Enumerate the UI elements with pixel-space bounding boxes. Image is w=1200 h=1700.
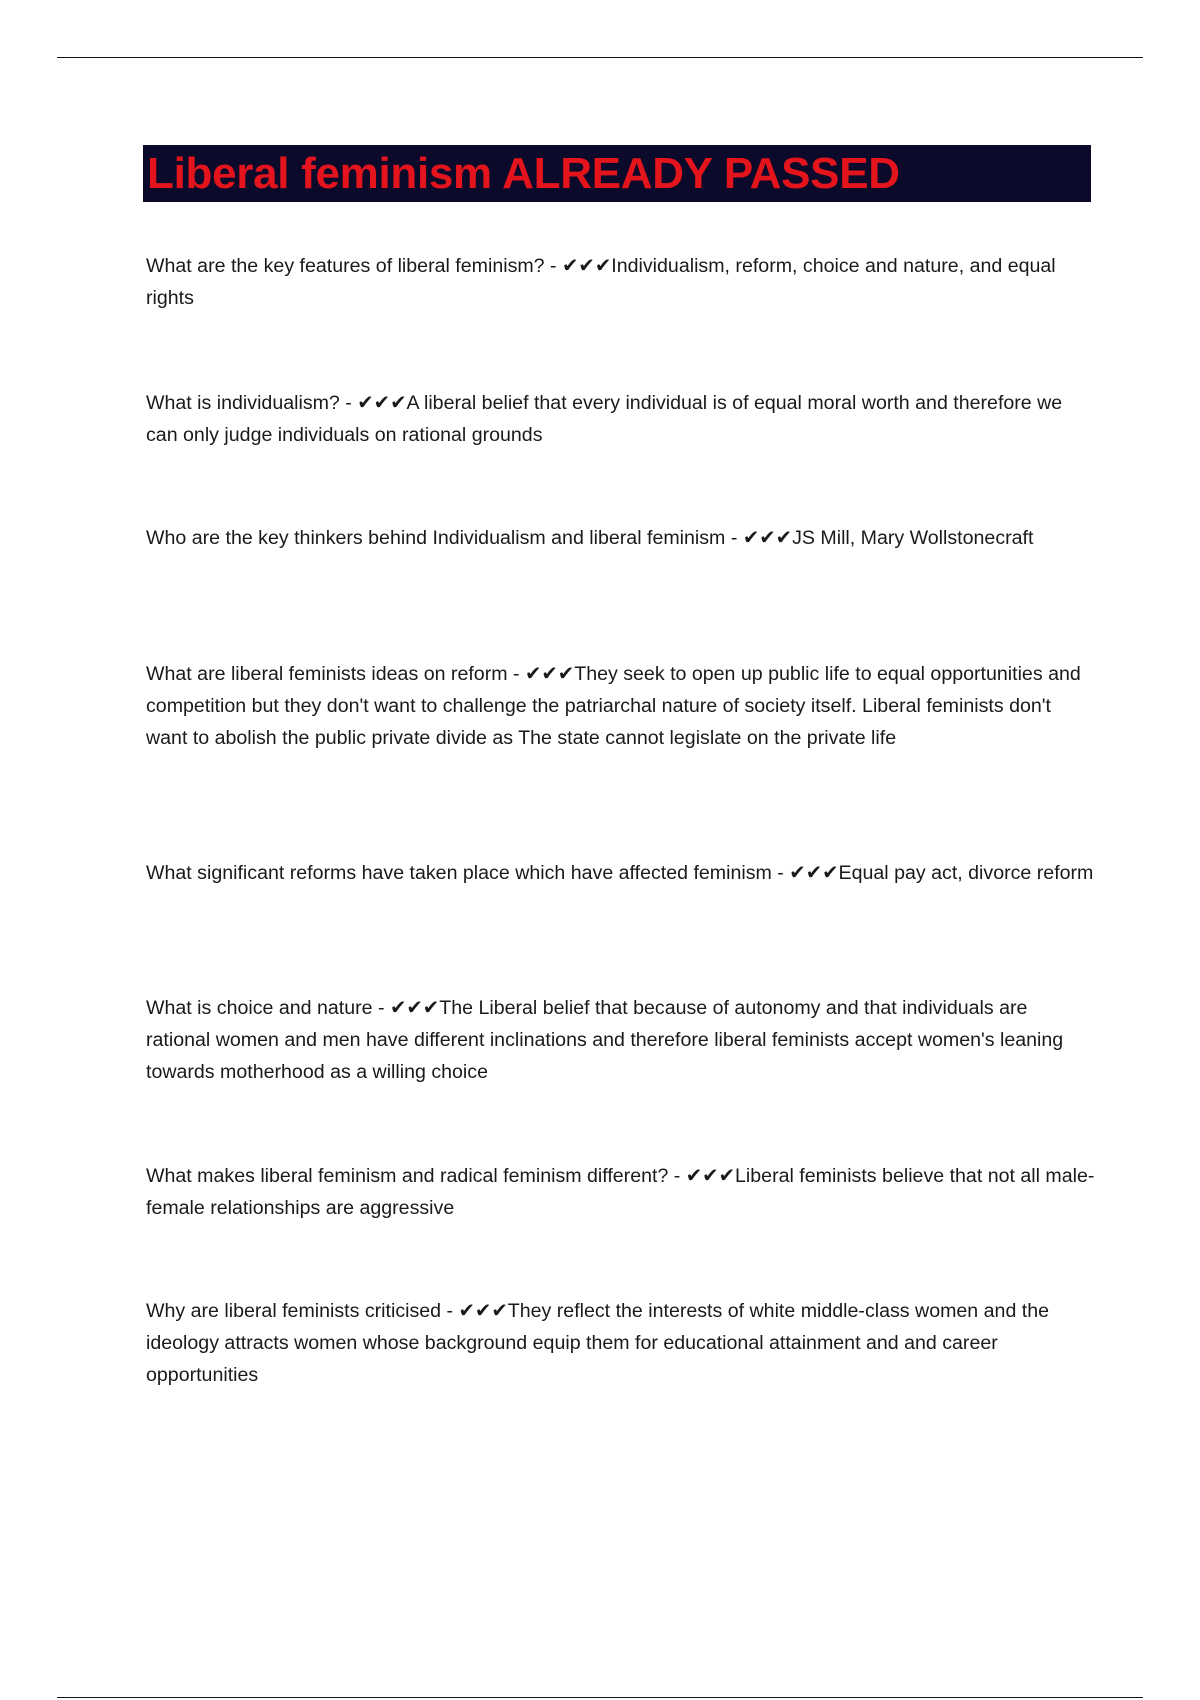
question-text: What makes liberal feminism and radical feminism different? [146,1165,669,1187]
check-marks-icon: ✔✔✔ [685,1165,736,1187]
top-rule [57,57,1143,58]
page-title: Liberal feminism ALREADY PASSED [147,148,900,198]
answer-text: JS Mill, Mary Wollstonecraft [792,527,1034,549]
qa-item-5 [146,857,1096,889]
qa-item-6 [146,992,1096,1088]
check-marks-icon: ✔✔✔ [524,663,575,685]
check-marks-icon: ✔✔✔ [357,392,407,414]
qa-item-1 [146,250,1096,314]
qa-item-3 [146,522,1096,554]
answer-text: Liberal feminists believe that not all male-female relationships are aggressive [146,1165,1095,1219]
question-text: Why are liberal feminists criticised [146,1300,442,1322]
qa-item-4 [146,658,1096,754]
check-marks-icon: ✔✔✔ [458,1300,508,1322]
question-text: What is individualism? [146,392,340,414]
separator: - [339,392,358,414]
check-marks-icon: ✔✔✔ [742,527,793,549]
check-marks-icon: ✔✔✔ [389,997,440,1019]
question-text: Who are the key thinkers behind Individualism and liberal feminism [146,527,726,549]
separator: - [725,527,743,549]
separator: - [372,997,390,1019]
qa-item-7 [146,1160,1096,1224]
separator: - [668,1165,686,1187]
check-marks-icon: ✔✔✔ [789,862,839,884]
title-banner [143,145,1091,202]
question-text: What are liberal feminists ideas on reform [146,663,508,685]
question-text: What are the key features of liberal feminism? [146,255,545,277]
bottom-rule [57,1697,1143,1698]
separator: - [771,862,790,884]
separator: - [544,255,563,277]
answer-text: They reflect the interests of white middle-class women and the ideology attracts women whose background equip them for educational attainment and and career opportunities [146,1300,1050,1386]
answer-text: They seek to open up public life to equal opportunities and competition but they don't want to challenge the patriarchal nature of society itself. Liberal feminists don't want to abolish the public private divide as The state cannot legislate on the private life [146,663,1081,749]
answer-text: Individualism, reform, choice and nature, and equal rights [146,255,1056,309]
qa-item-8 [146,1295,1096,1391]
answer-text: Equal pay act, divorce reform [838,862,1094,884]
check-marks-icon: ✔✔✔ [562,255,612,277]
answer-text: The Liberal belief that because of autonomy and that individuals are rational women and men have different inclinations and therefore liberal feminists accept women's leaning towards motherhood as a willing choice [146,997,1064,1083]
question-text: What is choice and nature [146,997,373,1019]
separator: - [441,1300,459,1322]
question-text: What significant reforms have taken place which have affected feminism [146,862,772,884]
separator: - [507,663,525,685]
answer-text: A liberal belief that every individual is of equal moral worth and therefore we can only judge individuals on rational grounds [146,392,1063,446]
qa-item-2 [146,387,1096,451]
